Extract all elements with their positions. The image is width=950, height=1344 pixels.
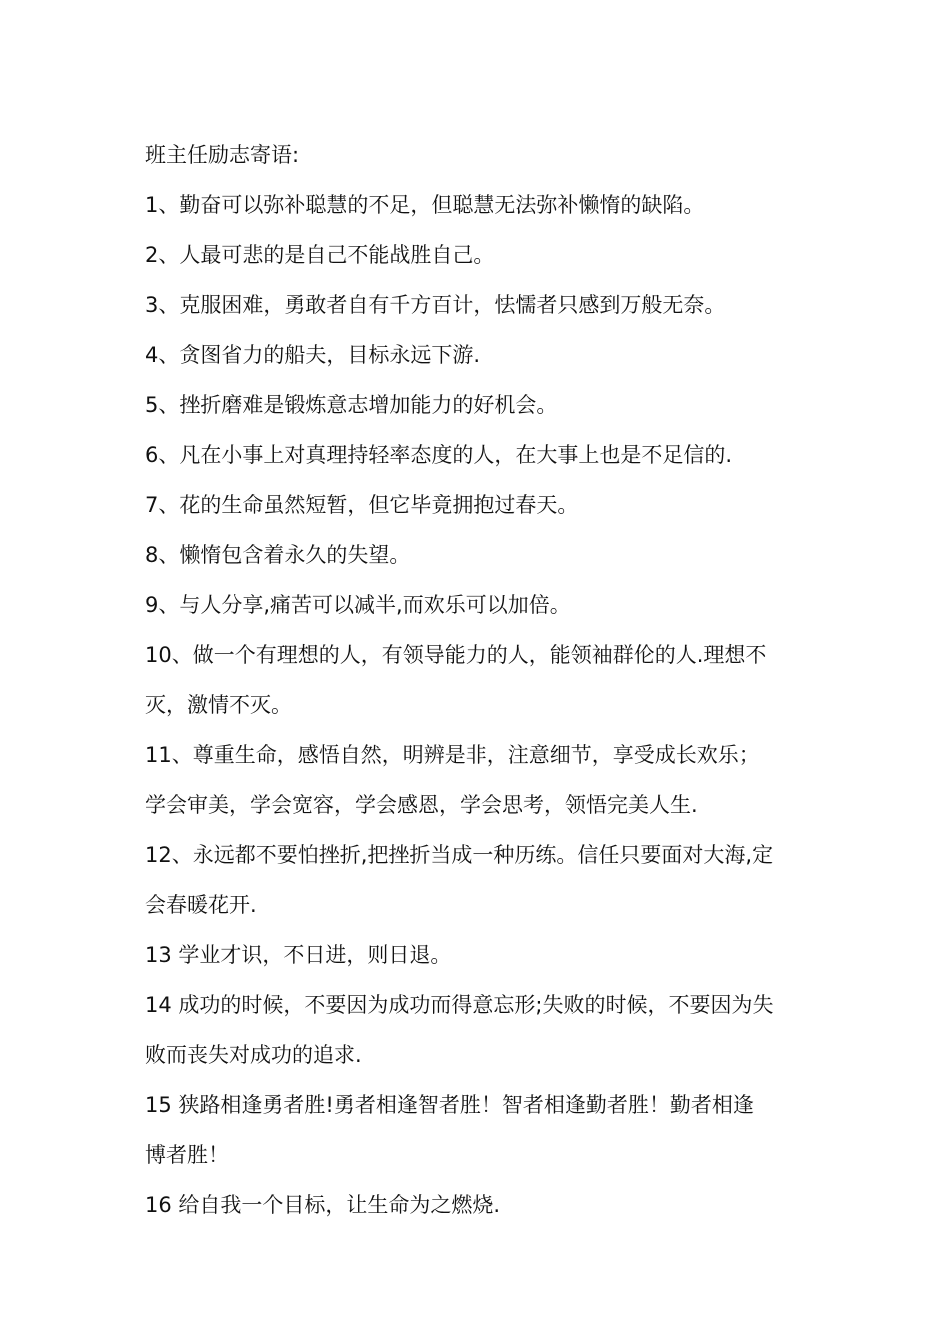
text-line-20: 博者胜！	[145, 1143, 229, 1167]
text-line-8: 8、懒惰包含着永久的失望。	[145, 543, 411, 567]
text-line-3: 3、克服困难，勇敢者自有千方百计，怯懦者只感到万般无奈。	[145, 293, 726, 317]
text-line-12: 11、尊重生命，感悟自然，明辨是非，注意细节，享受成长欢乐；	[145, 743, 760, 767]
text-line-10: 10、做一个有理想的人，有领导能力的人，能领袖群伦的人.理想不	[145, 643, 767, 667]
text-line-9: 9、与人分享,痛苦可以减半,而欢乐可以加倍。	[145, 593, 571, 617]
text-line-7: 7、花的生命虽然短暂，但它毕竟拥抱过春天。	[145, 493, 579, 517]
text-line-14: 12、永远都不要怕挫折,把挫折当成一种历练。信任只要面对大海,定	[145, 843, 774, 867]
text-line-17: 14 成功的时候，不要因为成功而得意忘形;失败的时候，不要因为失	[145, 993, 774, 1017]
document-body	[145, 130, 815, 1230]
text-line-1: 1、勤奋可以弥补聪慧的不足，但聪慧无法弥补懒惰的缺陷。	[145, 193, 705, 217]
text-line-16: 13 学业才识，不日进，则日退。	[145, 943, 452, 967]
text-line-6: 6、凡在小事上对真理持轻率态度的人，在大事上也是不足信的.	[145, 443, 733, 467]
text-line-4: 4、贪图省力的船夫，目标永远下游.	[145, 343, 481, 367]
text-line-2: 2、人最可悲的是自己不能战胜自己。	[145, 243, 495, 267]
text-line-18: 败而丧失对成功的追求.	[145, 1043, 362, 1067]
text-line-19: 15 狭路相逢勇者胜!勇者相逢智者胜！智者相逢勤者胜！勤者相逢	[145, 1093, 754, 1117]
text-line-15: 会春暖花开.	[145, 893, 257, 917]
text-line-11: 灭，激情不灭。	[145, 693, 292, 717]
text-line-21: 16 给自我一个目标，让生命为之燃烧.	[145, 1193, 501, 1217]
text-line-5: 5、挫折磨难是锻炼意志增加能力的好机会。	[145, 393, 558, 417]
document-title: 班主任励志寄语:	[145, 143, 300, 167]
text-line-13: 学会审美，学会宽容，学会感恩，学会思考，领悟完美人生.	[145, 793, 698, 817]
